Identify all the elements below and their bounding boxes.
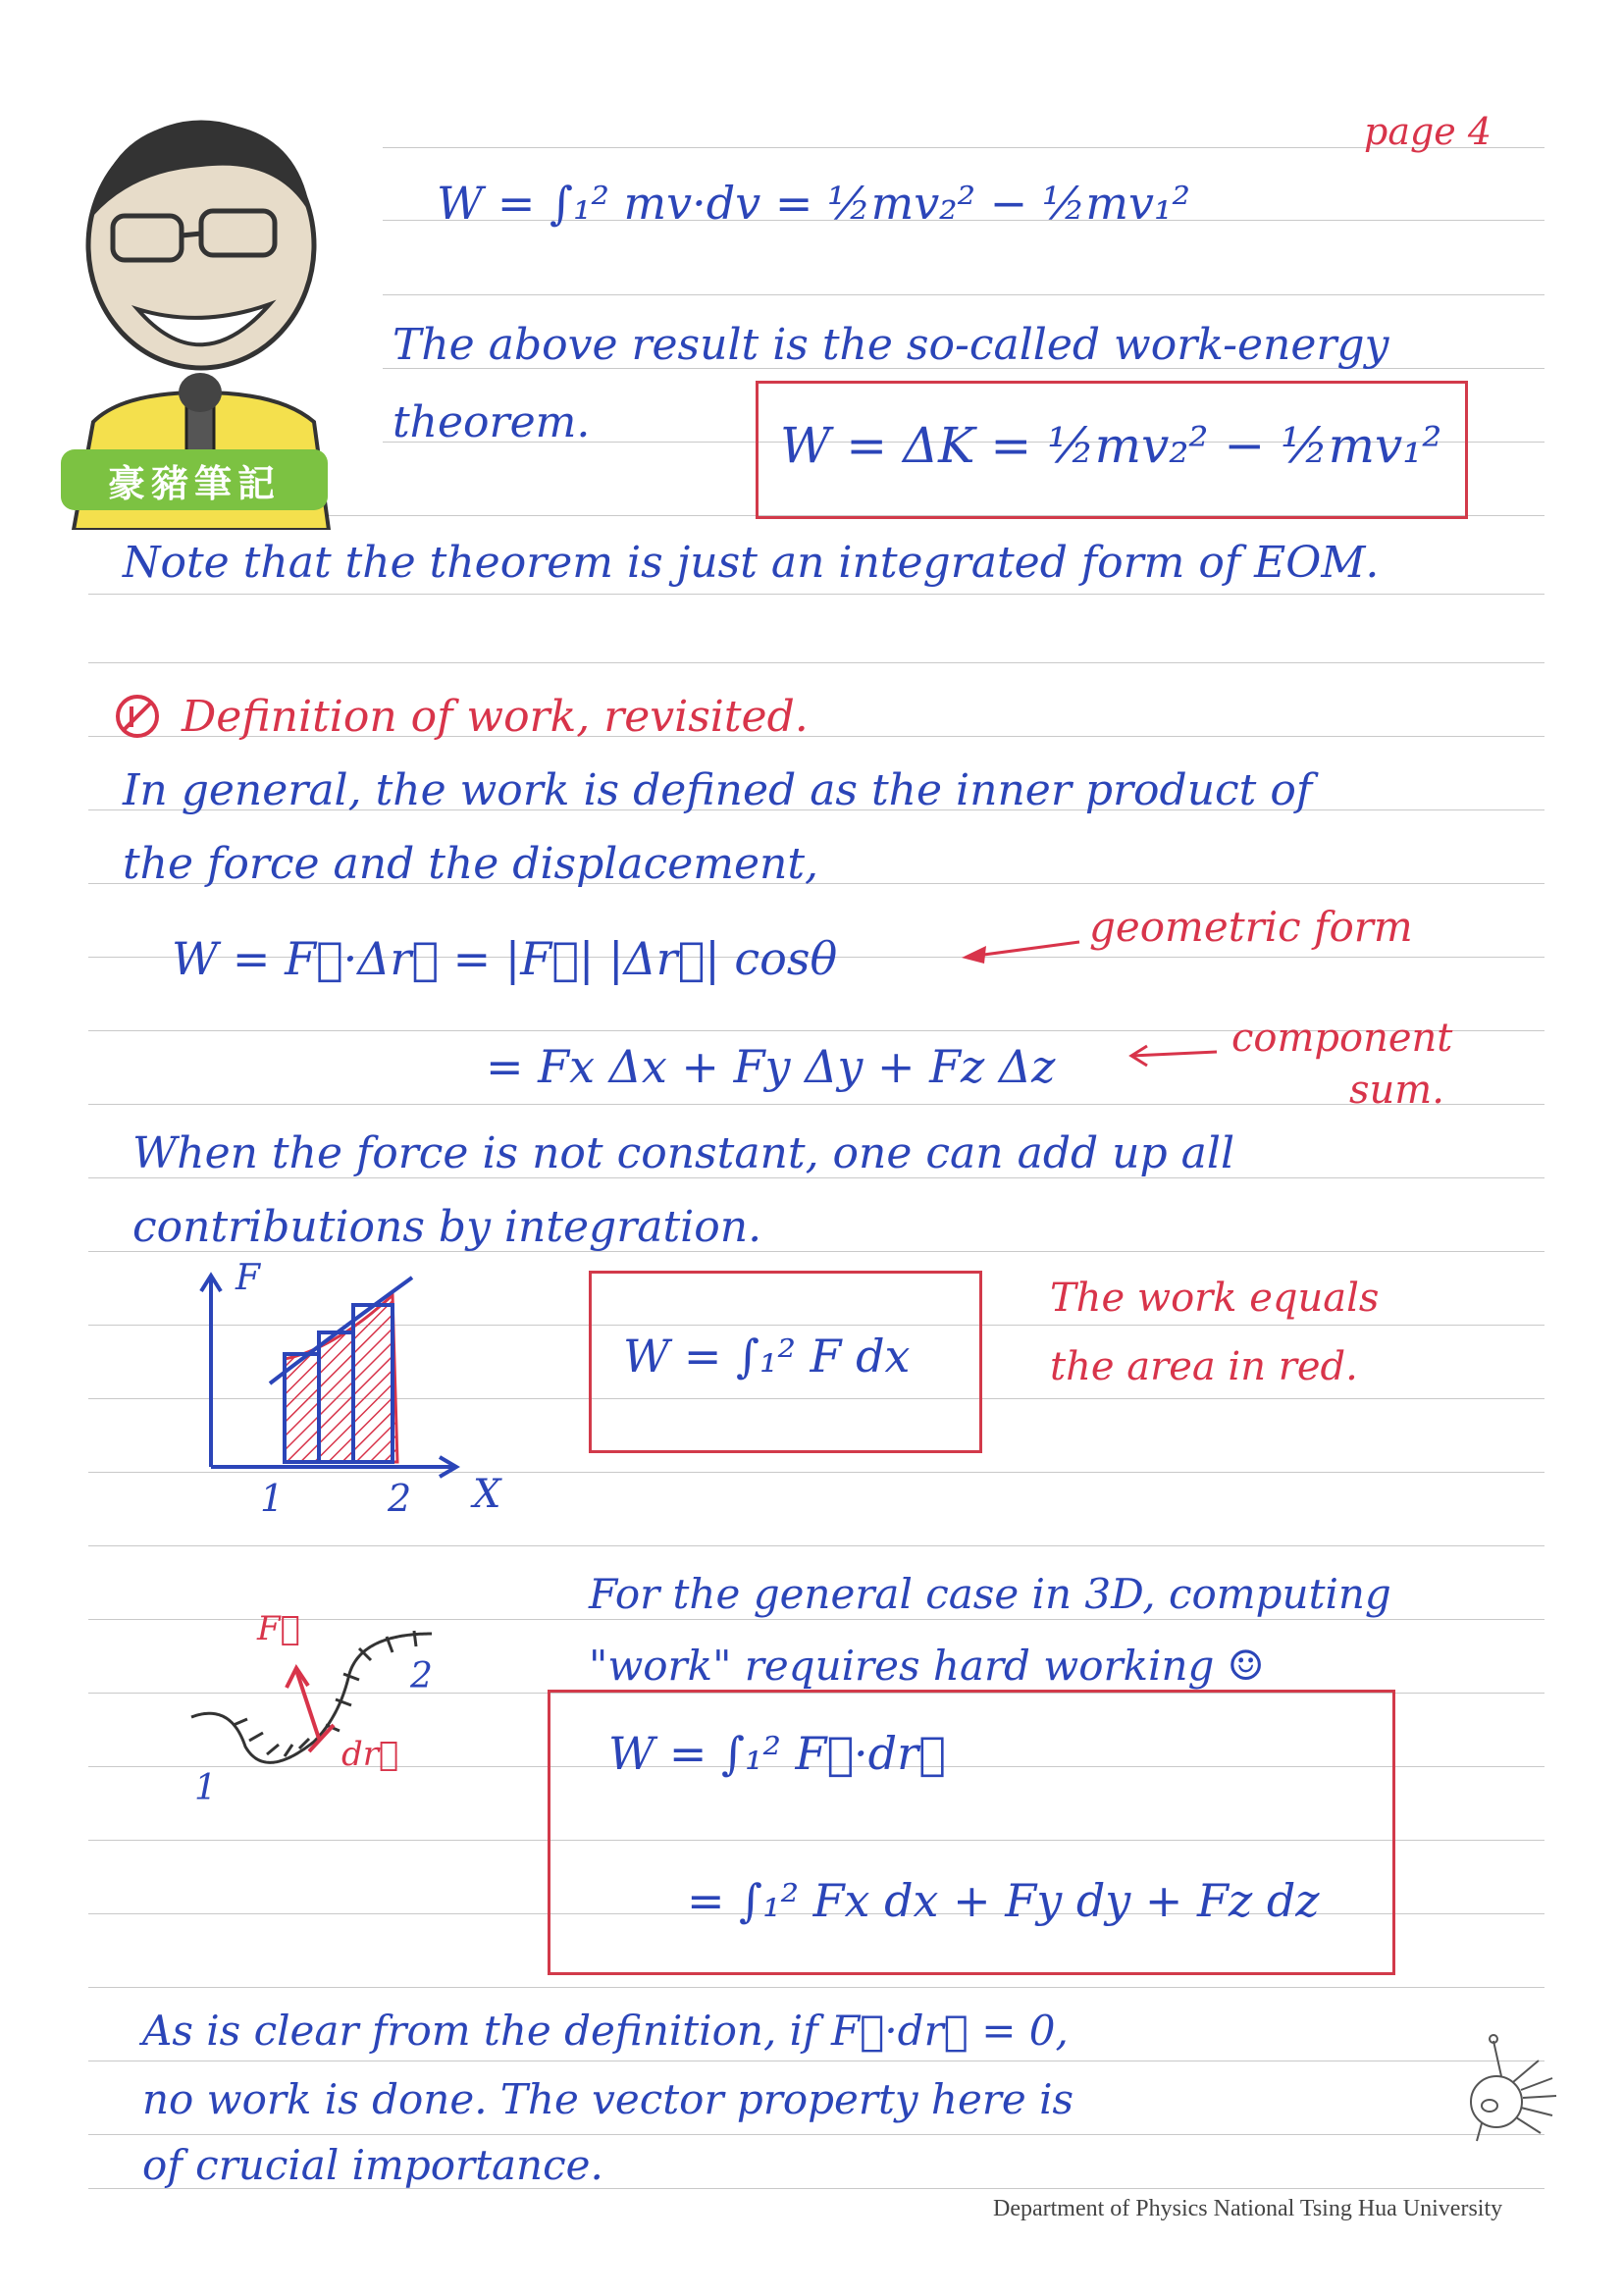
rule-line xyxy=(88,1545,1544,1546)
integral-equation: W = ∫₁² F dx xyxy=(623,1330,911,1383)
logo-stamp: 豪豬筆記 xyxy=(61,449,328,510)
rule-line xyxy=(383,294,1544,295)
rule-line xyxy=(88,662,1544,663)
rule-line xyxy=(88,1987,1544,1988)
work-energy-equation: W = ΔK = ½mv₂² − ½mv₁² xyxy=(780,417,1442,474)
force-vector xyxy=(296,1670,319,1739)
x-axis-label: X xyxy=(473,1472,501,1517)
area-note-line2: the area in red. xyxy=(1050,1344,1358,1389)
displacement-vector xyxy=(309,1725,334,1751)
force-vector-label: F⃗ xyxy=(257,1609,300,1648)
nonconstant-line1: When the force is not constant, one can add up all xyxy=(132,1128,1235,1178)
arrow-left-icon xyxy=(957,932,1084,971)
end-point-label: 2 xyxy=(410,1656,433,1696)
work-integral-equation: W = ∫₁² mv·dv = ½mv₂² − ½mv₁² xyxy=(437,177,1190,230)
rule-line xyxy=(88,1104,1544,1105)
component-sum-equation: = Fx Δx + Fy Δy + Fz Δz xyxy=(486,1040,1056,1093)
rule-line xyxy=(88,594,1544,595)
theorem-text-line2: theorem. xyxy=(393,397,591,447)
path-diagram xyxy=(177,1609,461,1825)
geometric-form-label: geometric form xyxy=(1089,903,1413,951)
displacement-label: dr⃗ xyxy=(341,1735,399,1774)
area-note-line1: The work equals xyxy=(1050,1276,1380,1321)
conclusion-line2: no work is done. The vector property here is xyxy=(142,2075,1074,2123)
work-area xyxy=(285,1295,397,1462)
general-work-equation-1: W = ∫₁² F⃗·dr⃗ xyxy=(608,1727,946,1780)
general-work-equation-2: = ∫₁² Fx dx + Fy dy + Fz dz xyxy=(687,1874,1320,1927)
nonconstant-line2: contributions by integration. xyxy=(132,1202,762,1252)
arrow-left-icon xyxy=(1124,1040,1222,1070)
general-case-line2: "work" requires hard working ☺ xyxy=(589,1642,1265,1690)
note-text: Note that the theorem is just an integrated form of EOM. xyxy=(123,538,1380,588)
geometric-form-equation: W = F⃗·Δr⃗ = |F⃗| |Δr⃗| cosθ xyxy=(172,932,838,985)
tick-label-2: 2 xyxy=(388,1477,412,1520)
general-case-line1: For the general case in 3D, computing xyxy=(589,1570,1391,1618)
conclusion-line3: of crucial importance. xyxy=(142,2141,603,2189)
rule-line xyxy=(88,2134,1544,2135)
section-heading: Definition of work, revisited. xyxy=(182,692,809,742)
tick-label-1: 1 xyxy=(260,1477,285,1520)
start-point-label: 1 xyxy=(194,1768,217,1808)
definition-line2: the force and the displacement, xyxy=(123,839,819,889)
conclusion-line1: As is clear from the definition, if F⃗·dr⃗ = 0, xyxy=(142,2007,1069,2055)
component-label-line1: component xyxy=(1231,1016,1453,1061)
porcupine-icon xyxy=(1442,2031,1560,2149)
footer-text: Department of Physics National Tsing Hua University xyxy=(993,2196,1503,2221)
page-number: page 4 xyxy=(1364,110,1492,153)
bullet-marker-icon xyxy=(113,692,162,741)
definition-line1: In general, the work is defined as the inner product of xyxy=(123,765,1313,815)
component-label-line2: sum. xyxy=(1349,1068,1444,1113)
y-axis-label: F xyxy=(236,1258,260,1298)
theorem-text-line1: The above result is the so-called work-energy xyxy=(393,320,1389,370)
